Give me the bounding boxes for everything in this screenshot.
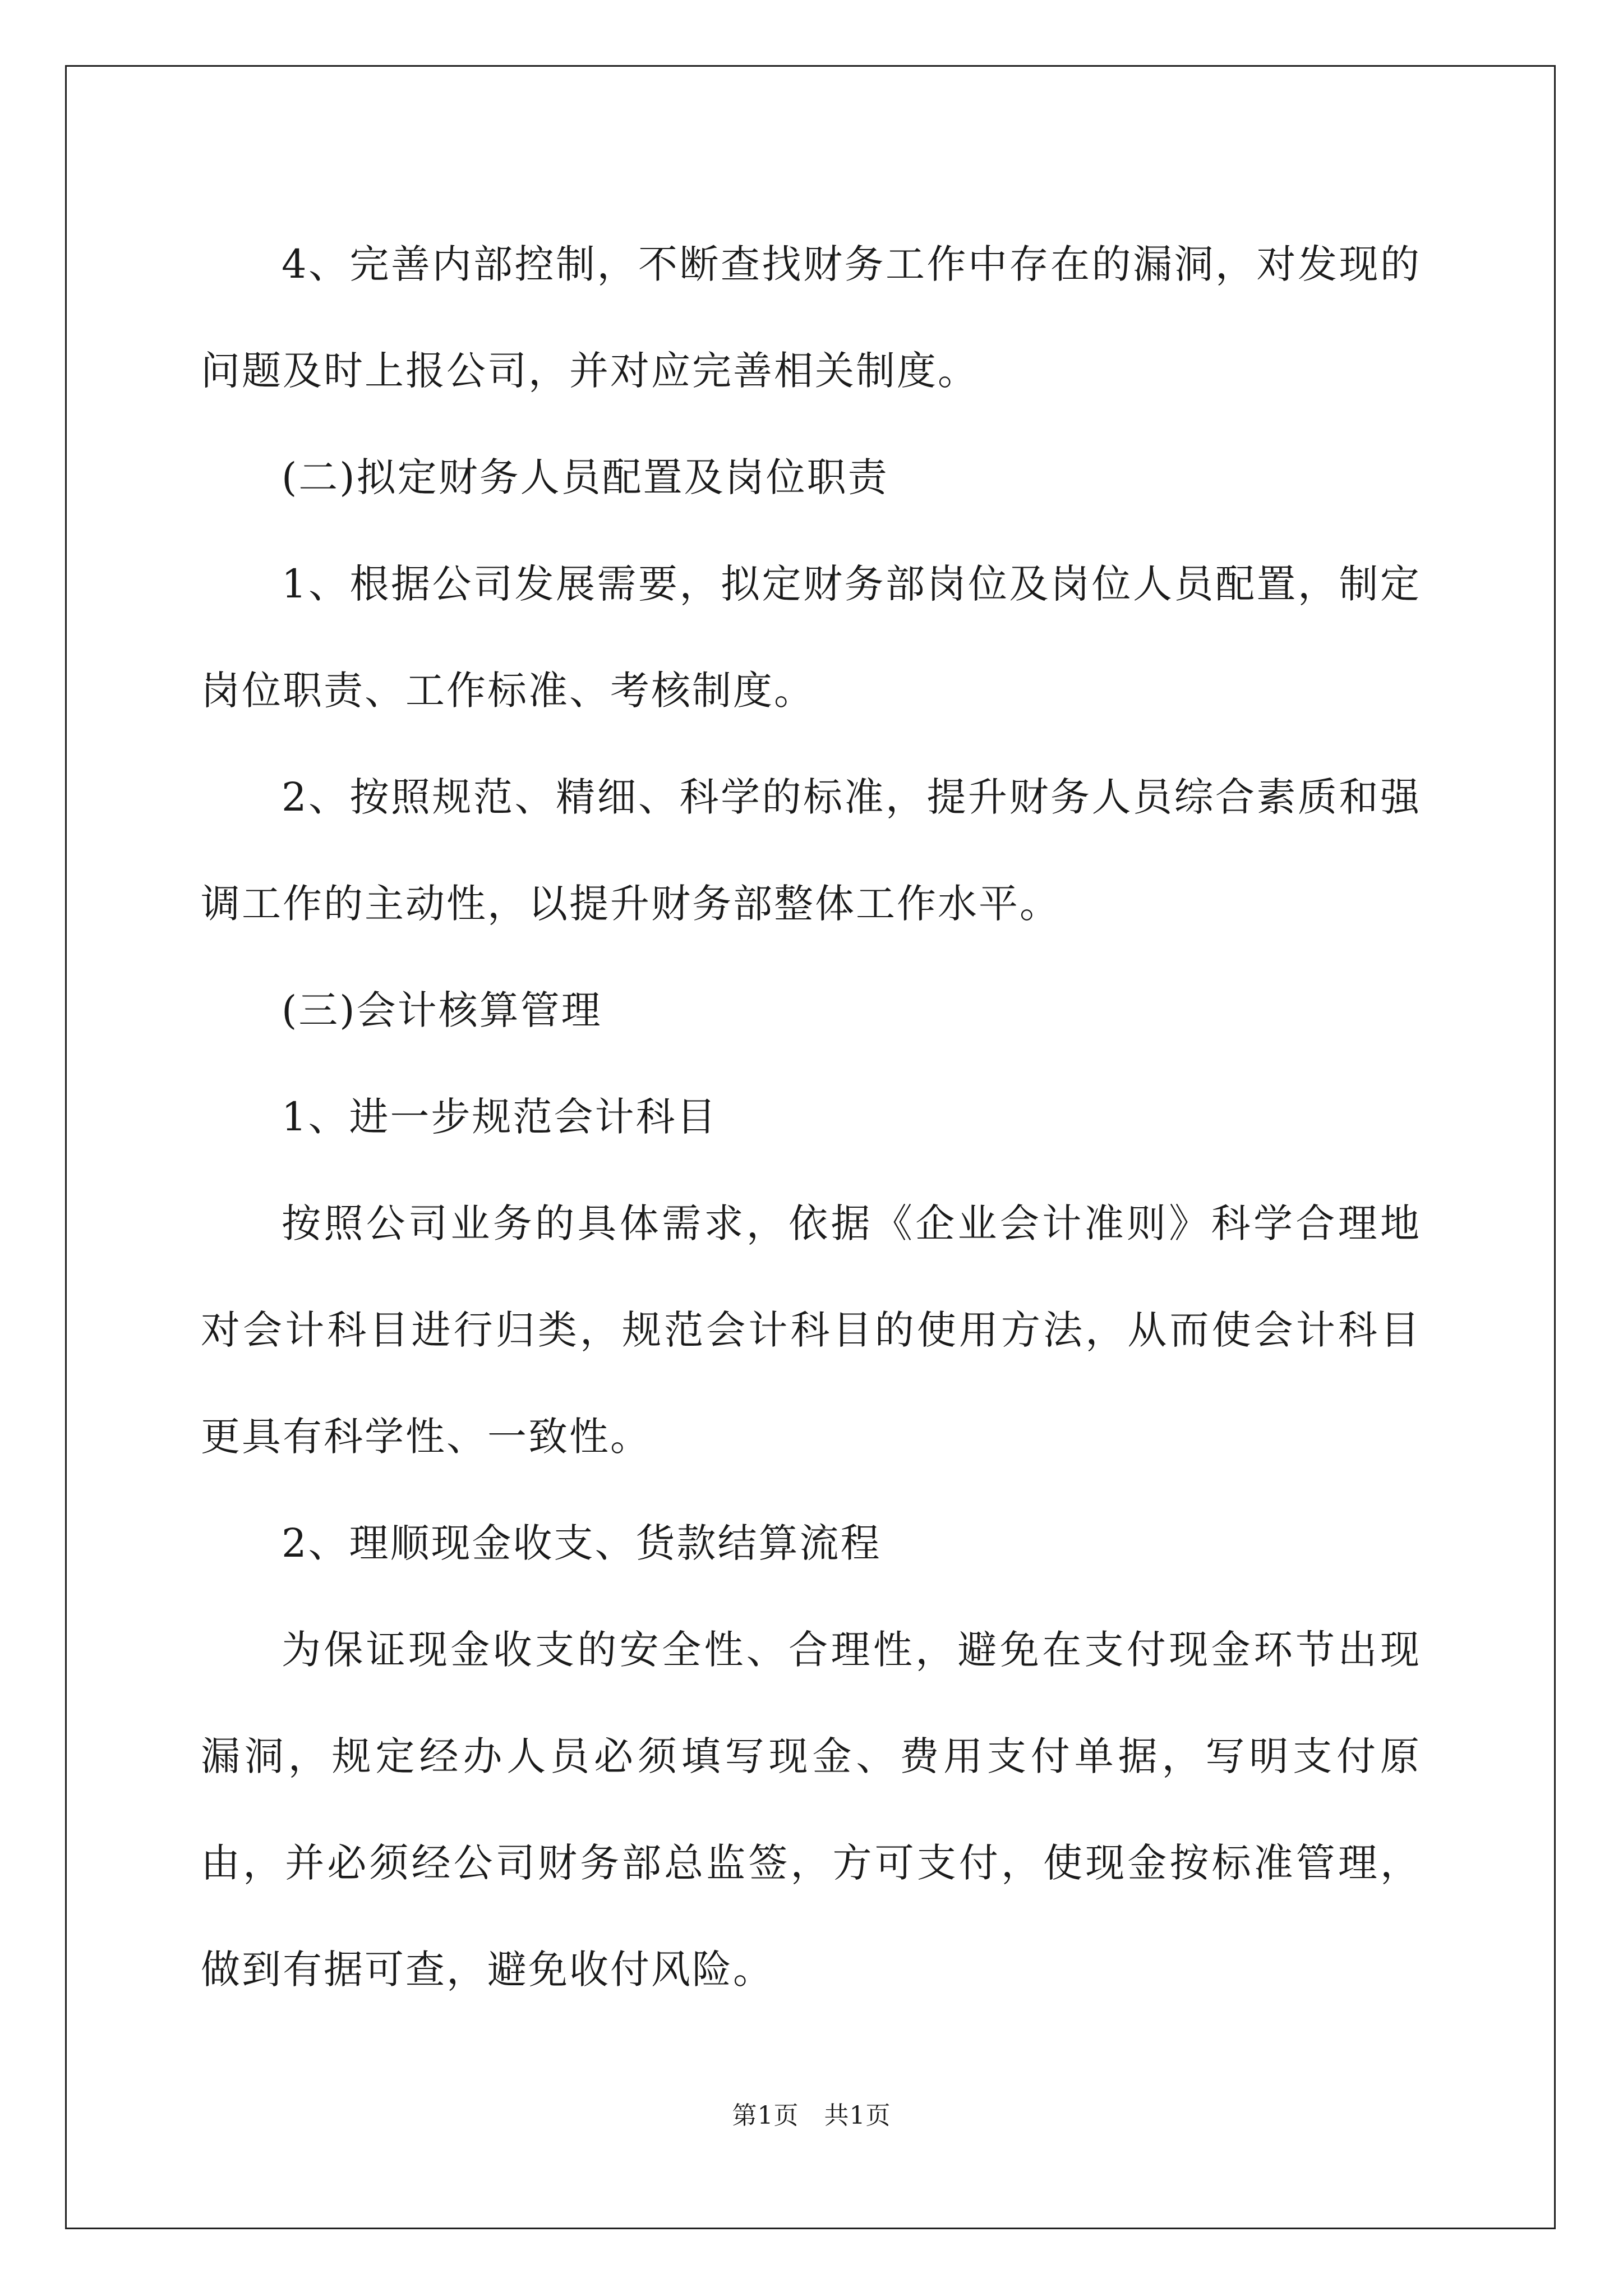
page-total: 共1页 — [824, 2101, 891, 2130]
section-heading-accounting: (三)会计核算管理 — [282, 987, 602, 1033]
section-heading-staffing: (二)拟定财务人员配置及岗位职责 — [282, 454, 889, 500]
page-number: 第1页 — [732, 2101, 799, 2130]
document-body — [201, 211, 1421, 2023]
paragraph-accounting-subjects: 按照公司业务的具体需求，依据《企业会计准则》科学合理地对会计科目进行归类，规范会计科目的使用方法，从而使会计科目更具有科学性、一致性。 — [201, 1200, 1421, 1460]
paragraph-internal-control: 4、完善内部控制，不断查找财务工作中存在的漏洞，对发现的问题及时上报公司，并对应完善相关制度。 — [201, 241, 1421, 394]
paragraph-staff-quality: 2、按照规范、精细、科学的标准，提升财务人员综合素质和强调工作的主动性，以提升财务部整体工作水平。 — [201, 774, 1421, 927]
subheading-cash-settlement: 2、理顺现金收支、货款结算流程 — [282, 1520, 882, 1566]
subheading-accounting-subjects: 1、进一步规范会计科目 — [282, 1094, 718, 1140]
paragraph-staffing-positions: 1、根据公司发展需要，拟定财务部岗位及岗位人员配置，制定岗位职责、工作标准、考核制度。 — [201, 561, 1421, 714]
paragraph-cash-settlement: 为保证现金收支的安全性、合理性，避免在支付现金环节出现漏洞，规定经办人员必须填写现金、费用支付单据，写明支付原由，并必须经公司财务部总监签，方可支付，使现金按标准管理，做到有据可查，避免收付风险。 — [201, 1627, 1421, 1993]
page-footer — [0, 2099, 1623, 2133]
